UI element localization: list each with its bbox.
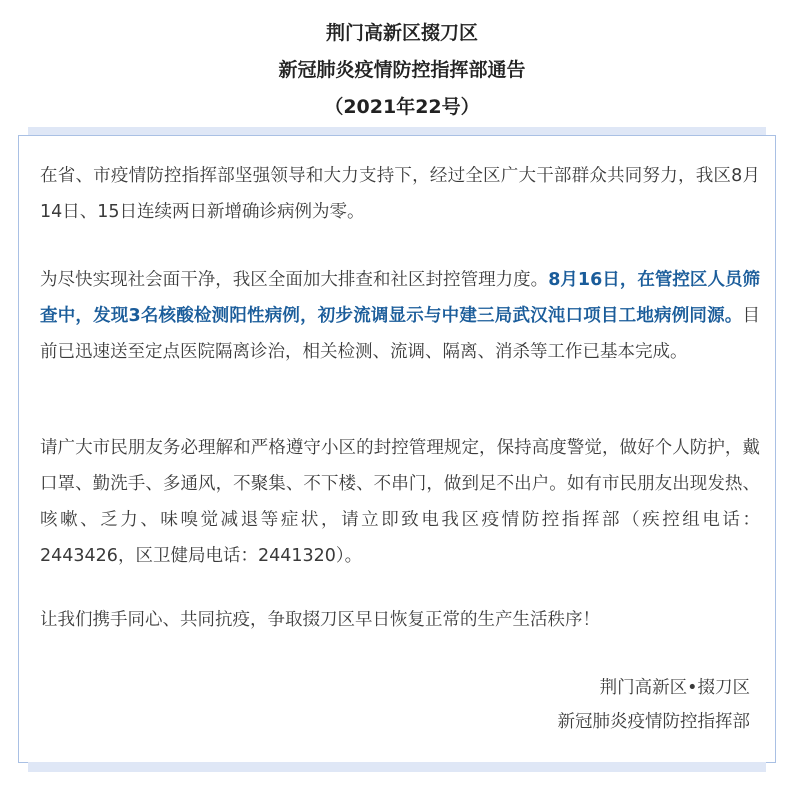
paragraph-1: 在省、市疫情防控指挥部坚强领导和大力支持下，经过全区广大干部群众共同努力，我区8月14日、15日连续两日新增确诊病例为零。	[40, 166, 760, 222]
signature-line-1: 荆门高新区•掇刀区	[599, 678, 750, 698]
notice-number: （2021年22号）	[324, 96, 480, 118]
paragraph-2	[40, 262, 760, 370]
paragraph-2-tail: 目前已迅速送至定点医院隔离诊治，相关检测、流调、隔离、消杀等工作已基本完成。	[40, 306, 760, 362]
paragraph-2-highlight: 8月16日，在管控区人员筛查中，发现3名核酸检测阳性病例，初步流调显示与中建三局武汉沌口项目工地病例同源。	[40, 270, 760, 326]
paragraph-3: 请广大市民朋友务必理解和严格遵守小区的封控管理规定，保持高度警觉，做好个人防护，戴口罩、勤洗手、多通风，不聚集、不下楼、不串门，做到足不出户。如有市民朋友出现发热、咳嗽、乏力、味嗅觉减退等症状，请立即致电我区疫情防控指挥部（疾控组电话：2443426，区卫健局电话：2441320）。	[40, 438, 760, 566]
issuer-title: 荆门高新区掇刀区	[325, 22, 478, 44]
notice-title: 新冠肺炎疫情防控指挥部通告	[278, 59, 526, 81]
signature-line-2: 新冠肺炎疫情防控指挥部	[557, 712, 750, 732]
paragraph-4: 让我们携手同心、共同抗疫，争取掇刀区早日恢复正常的生产生活秩序！	[40, 610, 600, 630]
paragraph-2-lead: 为尽快实现社会面干净，我区全面加大排查和社区封控管理力度。	[40, 270, 549, 290]
frame-bottom-band	[28, 762, 766, 772]
